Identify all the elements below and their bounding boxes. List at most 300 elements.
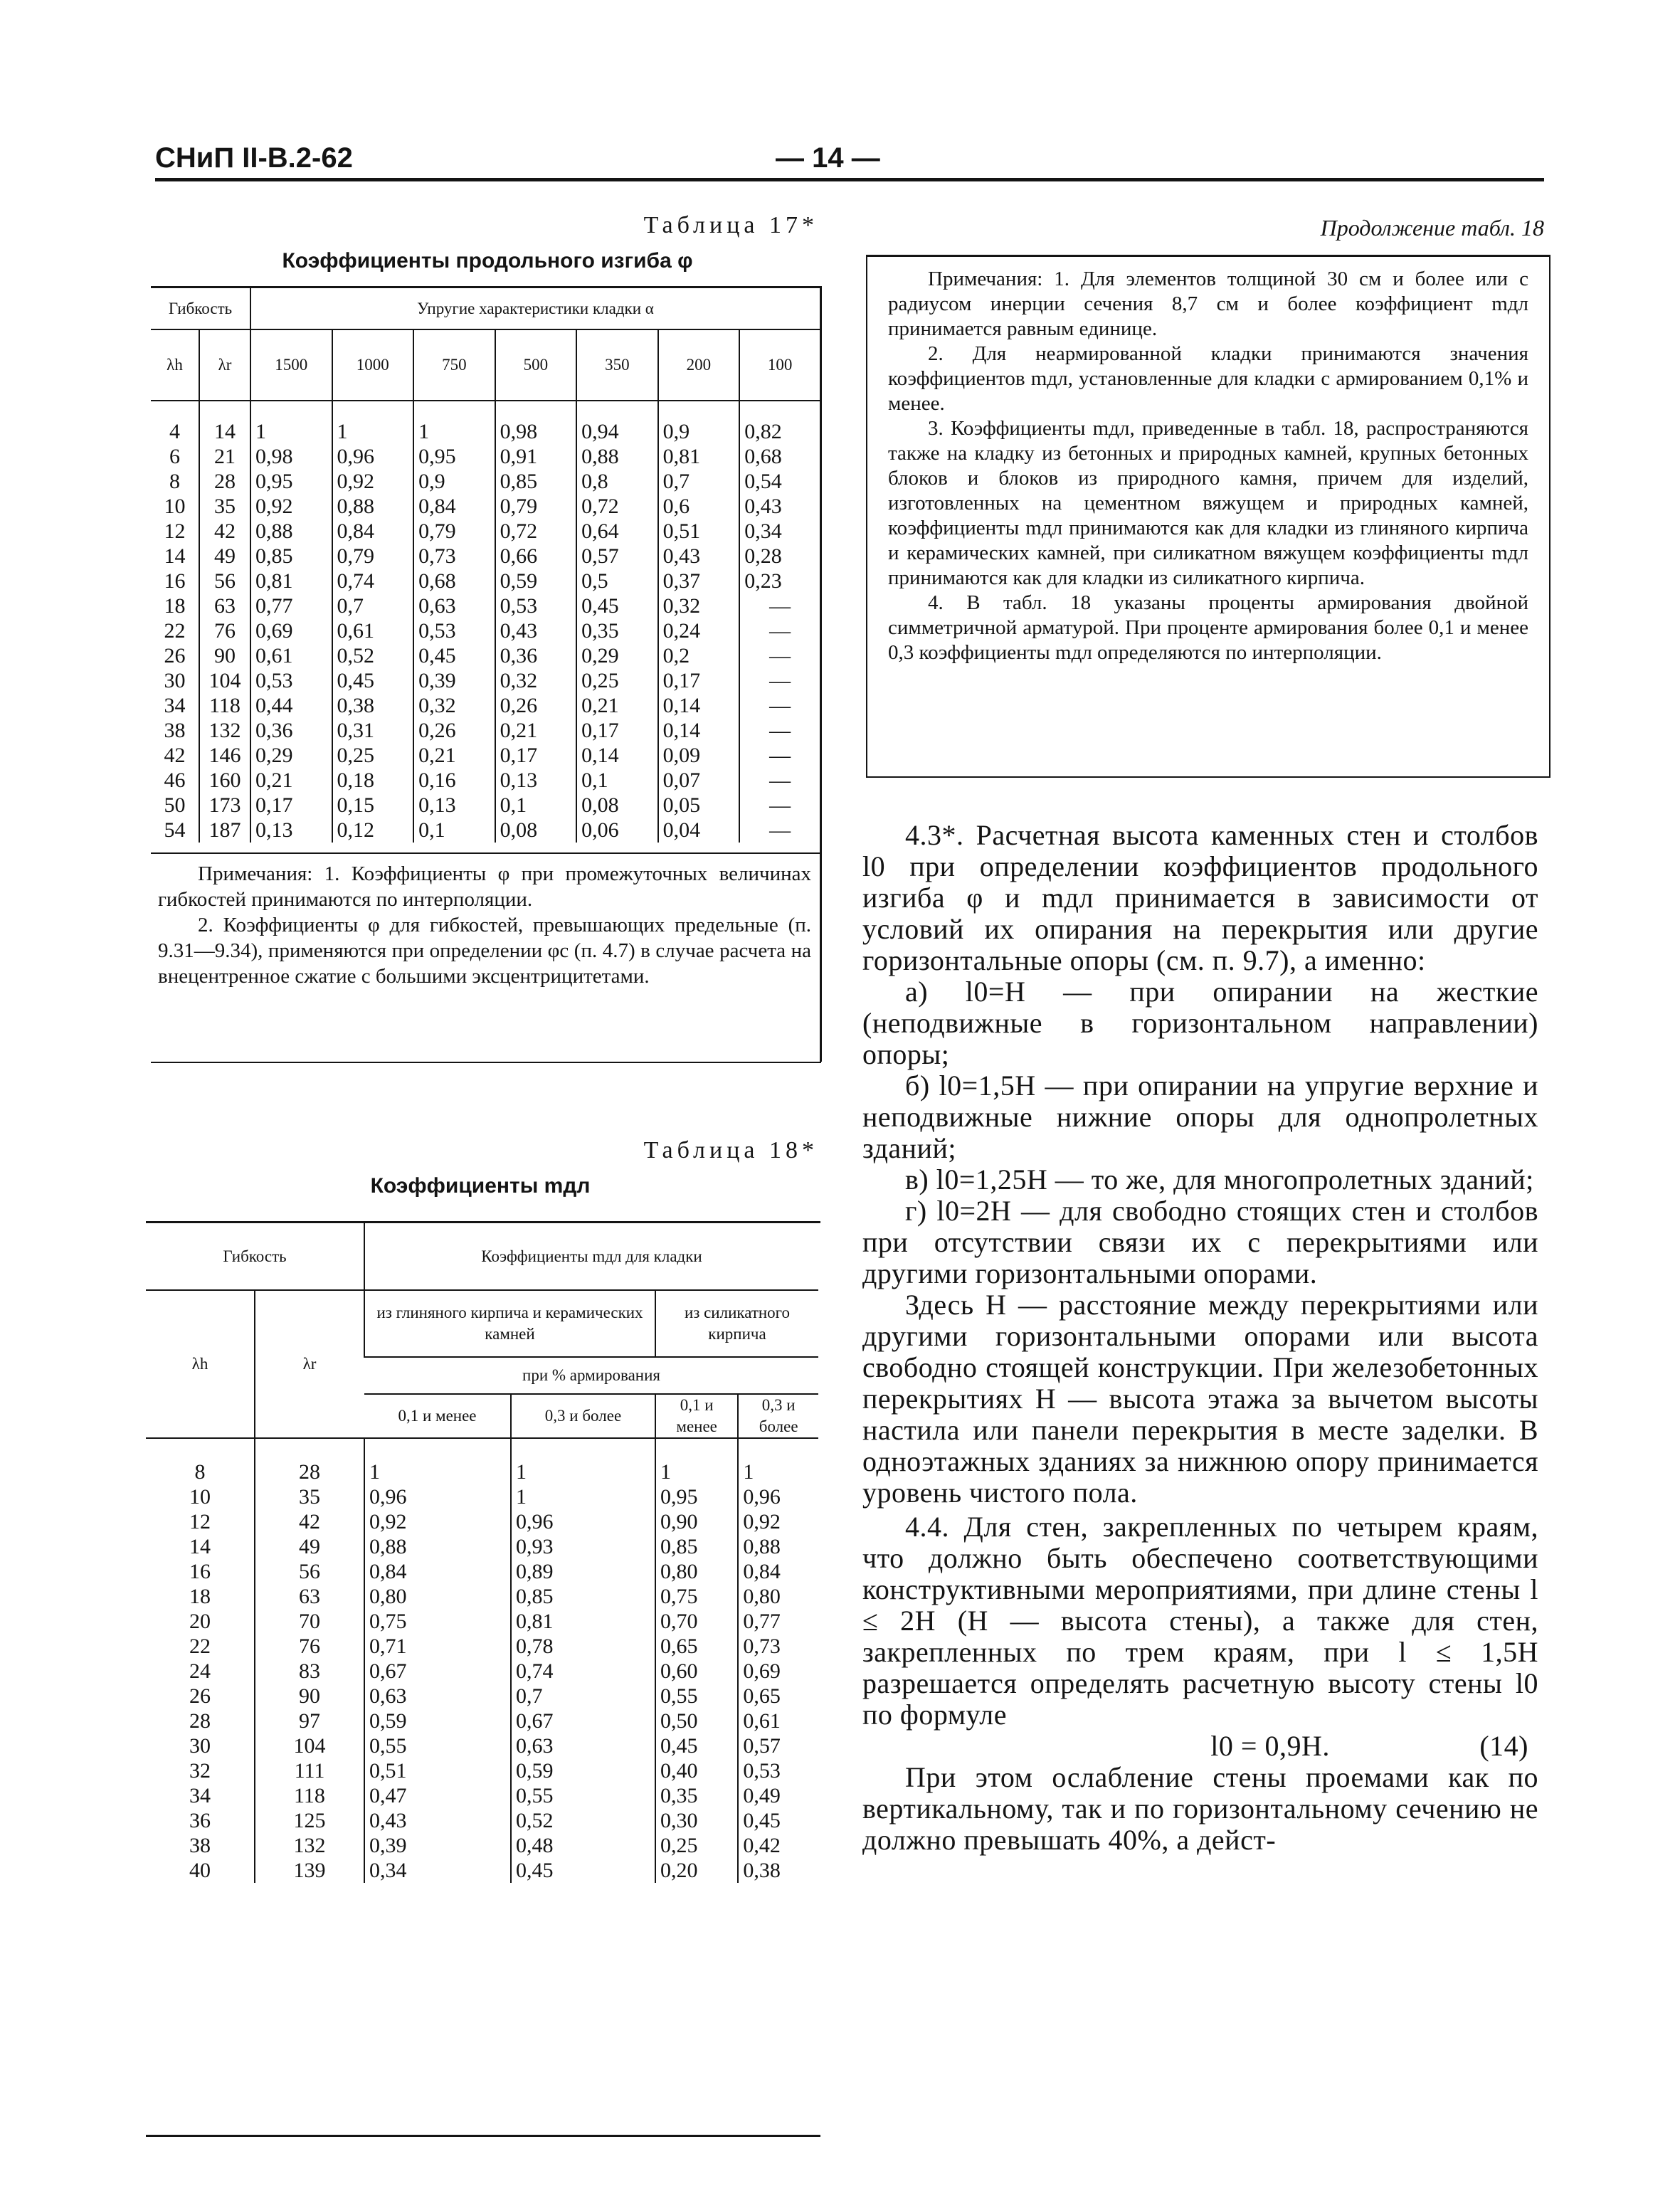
table17-cell: 0,36 <box>495 643 577 668</box>
table18-cell: 0,80 <box>364 1584 511 1609</box>
table17-cell: 42 <box>199 519 250 544</box>
table17-cell: 8 <box>169 470 180 493</box>
table18-cell: 70 <box>255 1609 364 1634</box>
table18-row <box>146 1509 818 1534</box>
table18-row <box>146 1559 818 1584</box>
table17-cell: 0,06 <box>576 818 658 843</box>
table18-cell: 0,47 <box>364 1783 511 1808</box>
table18-cell: 132 <box>255 1833 364 1858</box>
table18-cell: 0,43 <box>364 1808 511 1833</box>
table17-cell: 0,64 <box>576 519 658 544</box>
table18-bottom-rule <box>146 2135 820 2137</box>
table17-row <box>151 793 820 818</box>
table17-cell: 0,08 <box>495 818 577 843</box>
table18-cell: 0,93 <box>511 1534 655 1559</box>
table17-cell: 30 <box>164 669 186 692</box>
table18-cell: 0,84 <box>364 1559 511 1584</box>
table17-cell: 0,08 <box>576 793 658 818</box>
section-body <box>862 820 1538 1856</box>
table17-cell: 0,17 <box>658 668 740 693</box>
table18-cell: 0,71 <box>364 1634 511 1659</box>
table18-row <box>146 1459 818 1484</box>
table18-cell: 34 <box>189 1784 211 1807</box>
table17-row <box>151 743 820 768</box>
continuation-note-2: 2. Для неармированной кладки принимаются значения коэффициентов mдл, установленные для кладки с армированием 0,1% и менее. <box>888 342 1528 415</box>
table18-row <box>146 1808 818 1833</box>
table17-cell: 0,68 <box>413 569 495 593</box>
table17-cell: 63 <box>199 593 250 618</box>
table17-cell: 35 <box>199 494 250 519</box>
table17-cell: 0,63 <box>413 593 495 618</box>
table18-cell: 0,55 <box>511 1783 655 1808</box>
table17-cell: 0,73 <box>413 544 495 569</box>
table17-row <box>151 668 820 693</box>
table17-cell: 0,82 <box>739 419 820 444</box>
formula-number: (14) <box>1479 1730 1528 1762</box>
table18-cell: 76 <box>255 1634 364 1659</box>
table18-cell: 0,85 <box>511 1584 655 1609</box>
table18-cell: 0,95 <box>655 1484 738 1509</box>
table17-cell: 0,57 <box>576 544 658 569</box>
table18-cell: 0,77 <box>738 1609 818 1634</box>
table17-cell: 0,92 <box>250 494 332 519</box>
table17-cell: 0,17 <box>495 743 577 768</box>
table17-cell: 0,21 <box>495 718 577 743</box>
table17-cell: — <box>739 718 820 743</box>
table17-cell: 0,23 <box>739 569 820 593</box>
table17-head-slenderness: Гибкость <box>168 299 233 317</box>
table18-cell: 0,65 <box>655 1634 738 1659</box>
table17-cell: 0,12 <box>332 818 414 843</box>
table17-cell: 0,35 <box>576 618 658 643</box>
table17-cell: 0,09 <box>658 743 740 768</box>
table17-cell: 0,13 <box>250 818 332 843</box>
table17-cell: 14 <box>164 544 186 568</box>
table17-cell: 0,96 <box>332 444 414 469</box>
table17-cell: — <box>739 693 820 718</box>
table17-row <box>151 494 820 519</box>
table17-cell: 0,43 <box>495 618 577 643</box>
table17-row <box>151 593 820 618</box>
table18-cell: 0,80 <box>655 1559 738 1584</box>
table18-cell: 0,25 <box>655 1833 738 1858</box>
table17-row <box>151 544 820 569</box>
table17-cell: 0,32 <box>495 668 577 693</box>
table17-col-alpha-1000: 1000 <box>332 329 414 401</box>
table17-cell: 0,98 <box>495 419 577 444</box>
table17-cell: 56 <box>199 569 250 593</box>
table17-cell: 54 <box>164 818 186 842</box>
table17-cell: 18 <box>164 594 186 618</box>
table18-cell: 42 <box>255 1509 364 1534</box>
table18-head-clay: из глиняного кирпича и керамических камней <box>364 1290 655 1357</box>
table17-cell: 0,1 <box>495 793 577 818</box>
table18-cell: 1 <box>511 1484 655 1509</box>
table18-cell: 35 <box>255 1484 364 1509</box>
table18-cell: 8 <box>194 1460 206 1484</box>
table18-cell: 0,63 <box>511 1733 655 1758</box>
table17-cell: 42 <box>164 744 186 767</box>
table18-head-coef: Коэффициенты mдл для кладки <box>364 1223 818 1290</box>
table17-cell: 0,16 <box>413 768 495 793</box>
table17-row <box>151 419 820 444</box>
table17-cell: 0,84 <box>332 519 414 544</box>
table17-row <box>151 519 820 544</box>
table17-cell: — <box>739 768 820 793</box>
table17-cell: 0,5 <box>576 569 658 593</box>
table18-col-silicate-low: 0,1 и менее <box>655 1394 738 1438</box>
table17-cell: 187 <box>199 818 250 843</box>
table18-cell: 40 <box>189 1859 211 1882</box>
clause-4-3-a: а) l0=H — при опирании на жесткие (неподвижные в горизонтальном направлении) опоры; <box>862 976 1538 1070</box>
table17-col-alpha-750: 750 <box>413 329 495 401</box>
table18-col-clay-low: 0,1 и менее <box>398 1407 477 1425</box>
table17-cell: 0,37 <box>658 569 740 593</box>
table18-head-slenderness: Гибкость <box>223 1247 287 1265</box>
table17-cell: 0,54 <box>739 469 820 494</box>
table17-cell: 0,43 <box>658 544 740 569</box>
table17-cell: 0,51 <box>658 519 740 544</box>
table18-cell: 38 <box>189 1834 211 1857</box>
table17-row <box>151 643 820 668</box>
table17-cell: 0,24 <box>658 618 740 643</box>
table17-cell: 0,61 <box>250 643 332 668</box>
table17-cell: 0,8 <box>576 469 658 494</box>
table17-cell: 0,32 <box>658 593 740 618</box>
table18-cell: 0,59 <box>364 1709 511 1733</box>
formula-14 <box>862 1731 1538 1762</box>
table18-cell: 0,60 <box>655 1659 738 1684</box>
table18-cell: 125 <box>255 1808 364 1833</box>
table17-head-alpha: Упругие характеристики кладки α <box>250 288 820 329</box>
clause-4-3-d: г) l0=2H — для свободно стоящих стен и столбов при отсутствии связи их с перекрытиями или другими горизонтальными опорами. <box>862 1195 1538 1289</box>
table18-cell: 12 <box>189 1510 211 1533</box>
table17-row <box>151 718 820 743</box>
table17-cell: 0,2 <box>658 643 740 668</box>
table18-cell: 1 <box>364 1459 511 1484</box>
table17-cell: 0,91 <box>495 444 577 469</box>
table17-cell: 38 <box>164 719 186 742</box>
table18-cell: 0,7 <box>511 1684 655 1709</box>
table17-cell: 0,84 <box>413 494 495 519</box>
table17-cell: 26 <box>164 644 186 667</box>
table18-row <box>146 1484 818 1509</box>
table17-cell: — <box>739 643 820 668</box>
table18-col-lambda-h: λh <box>146 1290 255 1438</box>
table18-cell: 63 <box>255 1584 364 1609</box>
table18-cell: 0,90 <box>655 1509 738 1534</box>
table17-cell: 1 <box>250 419 332 444</box>
table17-cell: 132 <box>199 718 250 743</box>
table18-cell: 0,59 <box>511 1758 655 1783</box>
table17-row <box>151 444 820 469</box>
table17-cell: 46 <box>164 769 186 792</box>
table17-cell: 146 <box>199 743 250 768</box>
table17-cell: 0,6 <box>658 494 740 519</box>
table18-cell: 0,75 <box>655 1584 738 1609</box>
table17-cell: 0,69 <box>250 618 332 643</box>
table17-cell: 0,36 <box>250 718 332 743</box>
table18-cell: 118 <box>255 1783 364 1808</box>
table17-row <box>151 569 820 593</box>
table17-right-rule <box>820 286 822 1062</box>
table17-col-alpha-200: 200 <box>658 329 740 401</box>
table18-cell: 0,96 <box>364 1484 511 1509</box>
table18-head-reinforcement: при % армирования <box>364 1357 818 1394</box>
table17-cell: 0,79 <box>495 494 577 519</box>
table17-cell: 50 <box>164 793 186 817</box>
table17-cell: 0,9 <box>658 419 740 444</box>
table18-row <box>146 1534 818 1559</box>
table18-cell: 0,53 <box>738 1758 818 1783</box>
table17-cell: 16 <box>164 569 186 593</box>
table17-cell: 0,29 <box>250 743 332 768</box>
table18-cell: 0,34 <box>364 1858 511 1883</box>
table17-cell: 0,29 <box>576 643 658 668</box>
table17-col-alpha-100: 100 <box>739 329 820 401</box>
table17-cell: 0,05 <box>658 793 740 818</box>
table18-cell: 0,40 <box>655 1758 738 1783</box>
table18-cell: 0,61 <box>738 1709 818 1733</box>
table17-cell: 173 <box>199 793 250 818</box>
table18-cell: 0,81 <box>511 1609 655 1634</box>
formula-expression: l0 = 0,9H. <box>1210 1730 1330 1762</box>
table17-cell: 0,74 <box>332 569 414 593</box>
table18-cell: 0,84 <box>738 1559 818 1584</box>
table17-cell: 0,94 <box>576 419 658 444</box>
table17-row <box>151 768 820 793</box>
table18-cell: 0,35 <box>655 1783 738 1808</box>
table17-cell: 0,45 <box>413 643 495 668</box>
table17-cell: 0,45 <box>576 593 658 618</box>
table18-row <box>146 1584 818 1609</box>
table17-cell: 0,25 <box>576 668 658 693</box>
table18-row <box>146 1858 818 1883</box>
table17-cell: 0,21 <box>250 768 332 793</box>
table17-cell: 0,88 <box>576 444 658 469</box>
table17-cell: 0,26 <box>413 718 495 743</box>
table17-cell: 14 <box>199 419 250 444</box>
table18-cell: 0,48 <box>511 1833 655 1858</box>
table17-cell: 0,53 <box>250 668 332 693</box>
table18-cell: 0,30 <box>655 1808 738 1833</box>
table17-notes <box>158 861 811 989</box>
clause-4-3-definition: Здесь H — расстояние между перекрытиями или другими горизонтальными опорами или высота свободно стоящей конструкции. При железобетонных перекрытиях H — высота этажа за вычетом высоты настила или панели перекрытия в месте заделки. В одноэтажных зданиях за нижнюю опору принимается уровень чистого пола. <box>862 1289 1538 1509</box>
table18-row <box>146 1783 818 1808</box>
table18-cell: 0,85 <box>655 1534 738 1559</box>
continuation-notes <box>888 267 1528 665</box>
clause-4-4: 4.4. Для стен, закрепленных по четырем краям, что должно быть обеспечено соответствующими конструктивными мероприятиями, при длине стены l ≤ 2H (H — высота стены), а также для стен, закрепленных по трем краям, при l ≤ 1,5H разрешается определять расчетную высоту стены l0 по формуле <box>862 1511 1538 1731</box>
table18-cell: 0,20 <box>655 1858 738 1883</box>
table17-cell: 0,77 <box>250 593 332 618</box>
table18-cell: 104 <box>255 1733 364 1758</box>
table18-cell: 0,67 <box>364 1659 511 1684</box>
table17-cell: 0,04 <box>658 818 740 843</box>
table18-row <box>146 1609 818 1634</box>
table18-cell: 0,45 <box>655 1733 738 1758</box>
table17-cell: — <box>739 618 820 643</box>
table17-cell: 0,9 <box>413 469 495 494</box>
table17-cell: 0,17 <box>576 718 658 743</box>
table18-cell: 139 <box>255 1858 364 1883</box>
table17-cell: 0,38 <box>332 693 414 718</box>
table18-cell: 0,88 <box>364 1534 511 1559</box>
table17-body <box>151 419 820 843</box>
table17-cell: 6 <box>169 445 180 468</box>
table17-cell: 0,61 <box>332 618 414 643</box>
table17-number: Таблица 17* <box>643 212 818 238</box>
header-rule <box>155 178 1544 181</box>
table18-cell: 1 <box>511 1459 655 1484</box>
table18-col-lambda-r: λr <box>255 1290 364 1438</box>
table17-col-lambda-r: λr <box>199 329 250 401</box>
table17-cell: 0,7 <box>658 469 740 494</box>
table17-cell: 0,52 <box>332 643 414 668</box>
table18-number: Таблица 18* <box>643 1137 818 1163</box>
table17-cell: 0,79 <box>332 544 414 569</box>
table18-cell: 1 <box>738 1459 818 1484</box>
continuation-note-3: 3. Коэффициенты mдл, приведенные в табл. 18, распространяются также на кладку из бетонных и природных камней, крупных бетонных блоков и блоков из природного камня, причем для изделий, изготовленных на цементном вяжущем и природных камней, коэффициенты mдл принимаются как для кладки из глиняного кирпича и керамических камней, при силикатном вяжущем коэффициенты mдл принимаются как для кладки из силикатного кирпича. <box>888 417 1528 589</box>
table18-cell: 22 <box>189 1635 211 1658</box>
table17-cell: 0,43 <box>739 494 820 519</box>
document-code: СНиП II-В.2-62 <box>155 142 353 174</box>
table18-cell: 0,78 <box>511 1634 655 1659</box>
table17-cell: 0,1 <box>413 818 495 843</box>
table18-cell: 0,55 <box>364 1733 511 1758</box>
table17-cell: 0,7 <box>332 593 414 618</box>
table17-cell: 0,98 <box>250 444 332 469</box>
table17-cell: 0,72 <box>576 494 658 519</box>
table18-cell: 0,51 <box>364 1758 511 1783</box>
table18-cell: 0,89 <box>511 1559 655 1584</box>
table17-cell: 0,66 <box>495 544 577 569</box>
table17-cell: 0,39 <box>413 668 495 693</box>
table17-cell: 0,21 <box>576 693 658 718</box>
table17-cell: 0,44 <box>250 693 332 718</box>
table17-cell: — <box>739 818 820 843</box>
table17-cell: 160 <box>199 768 250 793</box>
table18-cell: 0,75 <box>364 1609 511 1634</box>
table17-cell: 49 <box>199 544 250 569</box>
table17-cell: 22 <box>164 619 186 643</box>
table17-cell: 0,1 <box>576 768 658 793</box>
table18-cell: 0,69 <box>738 1659 818 1684</box>
table18-cell: 56 <box>255 1559 364 1584</box>
table18-cell: 0,96 <box>511 1509 655 1534</box>
table18-cell: 0,42 <box>738 1833 818 1858</box>
table17-cell: 34 <box>164 694 186 717</box>
table17-cell: 90 <box>199 643 250 668</box>
table17-row <box>151 469 820 494</box>
table17-cell: 0,25 <box>332 743 414 768</box>
table17-cell: 0,81 <box>658 444 740 469</box>
table17-cell: 118 <box>199 693 250 718</box>
table18-cell: 0,55 <box>655 1684 738 1709</box>
table17-cell: 0,13 <box>495 768 577 793</box>
clause-4-3-c: в) l0=1,25H — то же, для многопролетных зданий; <box>905 1163 1534 1195</box>
continuation-note-4: 4. В табл. 18 указаны проценты армирования двойной симметричной арматурой. При проценте армирования более 0,1 и менее 0,3 коэффициенты mдл определяются по интерполяции. <box>888 591 1528 664</box>
table18-cell: 0,73 <box>738 1634 818 1659</box>
table18-cell: 0,63 <box>364 1684 511 1709</box>
table17-cell: 1 <box>413 419 495 444</box>
table17-title: Коэффициенты продольного изгиба φ <box>282 249 693 273</box>
table17-cell: 12 <box>164 519 186 543</box>
table17-cell: 0,95 <box>413 444 495 469</box>
table17-cell: 0,72 <box>495 519 577 544</box>
table17-cell: 0,34 <box>739 519 820 544</box>
table17-notes-rule <box>151 852 820 854</box>
table18-cell: 1 <box>655 1459 738 1484</box>
table17-cell: 0,81 <box>250 569 332 593</box>
table18-cell: 20 <box>189 1610 211 1633</box>
table17-cell: 21 <box>199 444 250 469</box>
table17-cell: 0,45 <box>332 668 414 693</box>
table18-cell: 28 <box>189 1709 211 1733</box>
table18-cell: 0,49 <box>738 1783 818 1808</box>
table18-cell: 0,92 <box>738 1509 818 1534</box>
table18-cell: 0,74 <box>511 1659 655 1684</box>
clause-4-3: 4.3*. Расчетная высота каменных стен и столбов l0 при определении коэффициентов продольного изгиба φ и mдл принимается в зависимости от условий их опирания на перекрытия или другие горизонтальные опоры (см. п. 9.7), а именно: <box>862 819 1538 976</box>
table17-cell: 0,07 <box>658 768 740 793</box>
table17-row <box>151 618 820 643</box>
table18-cell: 49 <box>255 1534 364 1559</box>
table17-cell: — <box>739 743 820 768</box>
table18-row <box>146 1833 818 1858</box>
table18-cell: 18 <box>189 1585 211 1608</box>
table18-cell: 0,39 <box>364 1833 511 1858</box>
table17-cell: 0,85 <box>250 544 332 569</box>
table18-cell: 10 <box>189 1485 211 1509</box>
table18-cell: 30 <box>189 1734 211 1758</box>
table18-cell: 0,88 <box>738 1534 818 1559</box>
table17 <box>151 288 820 843</box>
table17-cell: 0,18 <box>332 768 414 793</box>
table18-cell: 26 <box>189 1684 211 1708</box>
table17-cell: 10 <box>164 495 186 518</box>
continuation-caption: Продолжение табл. 18 <box>1320 215 1544 241</box>
clause-4-3-b: б) l0=1,5H — при опирании на упругие верхние и неподвижные нижние опоры для однопролетных зданий; <box>862 1070 1538 1164</box>
table18-cell: 111 <box>255 1758 364 1783</box>
table18-cell: 0,57 <box>738 1733 818 1758</box>
table17-cell: 0,32 <box>413 693 495 718</box>
table17-cell: 104 <box>199 668 250 693</box>
table18-row <box>146 1684 818 1709</box>
table18-col-clay-high: 0,3 и более <box>511 1394 655 1438</box>
table17-row <box>151 818 820 843</box>
table17-cell: 1 <box>332 419 414 444</box>
table17-cell: 0,92 <box>332 469 414 494</box>
table18-title: Коэффициенты mдл <box>370 1174 591 1198</box>
table18-col-silicate-high: 0,3 и более <box>738 1394 818 1438</box>
table17-cell: — <box>739 668 820 693</box>
table17-cell: 0,26 <box>495 693 577 718</box>
continuation-note-1: Примечания: 1. Для элементов толщиной 30 см и более или с радиусом инерции сечения 8,7 см и более коэффициент mдл принимается равным единице. <box>888 268 1528 340</box>
table18-row <box>146 1733 818 1758</box>
table18-cell: 0,52 <box>511 1808 655 1833</box>
table17-cell: 0,15 <box>332 793 414 818</box>
table17-cell: 0,14 <box>576 743 658 768</box>
table18-row <box>146 1758 818 1783</box>
table18-cell: 14 <box>189 1535 211 1558</box>
table17-cell: 0,31 <box>332 718 414 743</box>
table18-cell: 0,50 <box>655 1709 738 1733</box>
table18-row <box>146 1634 818 1659</box>
table18-cell: 0,38 <box>738 1858 818 1883</box>
table17-cell: 28 <box>199 469 250 494</box>
table18-cell: 0,45 <box>738 1808 818 1833</box>
table18-cell: 0,65 <box>738 1684 818 1709</box>
table18-row <box>146 1709 818 1733</box>
